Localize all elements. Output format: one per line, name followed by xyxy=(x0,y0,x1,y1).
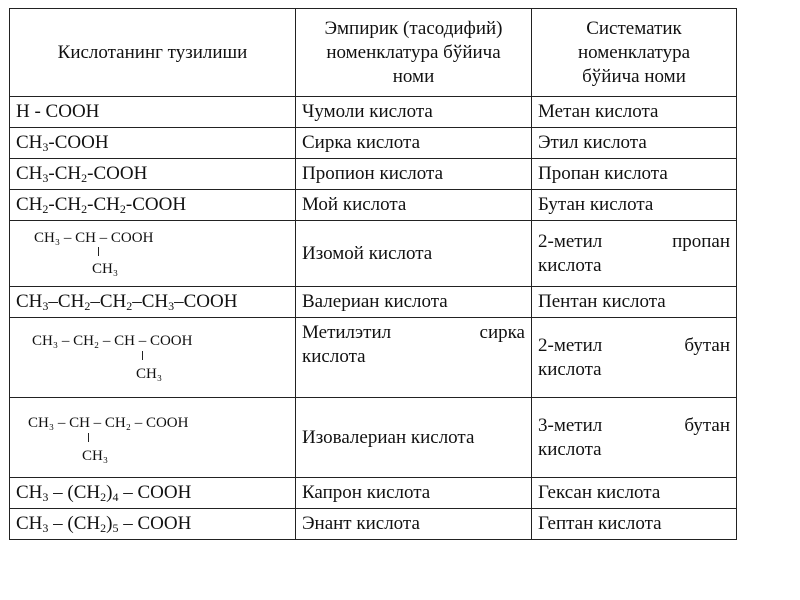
empirical-name-cell: Изовалериан кислота xyxy=(296,398,532,478)
acids-table xyxy=(9,8,737,540)
systematic-name-cell: Метан кислота xyxy=(532,97,737,128)
structure-branch: CH₃ xyxy=(92,260,119,277)
table-row xyxy=(10,509,737,540)
systematic-name-cell: Этил кислота xyxy=(532,128,737,159)
systematic-name-cell: Пропан кислота xyxy=(532,159,737,190)
structure-main-chain: CH₃ – CH₂ – CH – COOH xyxy=(32,332,193,349)
table-row xyxy=(10,287,737,318)
table-row xyxy=(10,318,737,398)
systematic-name-cell: Гептан кислота xyxy=(532,509,737,540)
structure-cell: $CH_3-CH_2$-COOH xyxy=(10,159,296,190)
structure-cell: $CH_2-CH_2-CH_2$-COOH xyxy=(10,190,296,221)
systematic-name-cell: Пентан кислота xyxy=(532,287,737,318)
structure-main-chain: CH₃ – CH – COOH xyxy=(34,229,154,246)
header-systematic-name: Систематик номенклатура бўйича номи xyxy=(532,9,737,97)
structure-cell xyxy=(10,318,296,398)
structure-cell: $CH_3 - (CH_2)_5$ – COOH xyxy=(10,509,296,540)
branch-bond xyxy=(142,351,143,360)
structure-cell xyxy=(10,398,296,478)
table-row xyxy=(10,97,737,128)
structure-cell: $CH_3$-COOH xyxy=(10,128,296,159)
table-row xyxy=(10,190,737,221)
empirical-name-cell: Сирка кислота xyxy=(296,128,532,159)
structure-branch: CH₃ xyxy=(136,365,163,382)
empirical-name-cell: Пропион кислота xyxy=(296,159,532,190)
systematic-name-cell: Гексан кислота xyxy=(532,478,737,509)
table-header-row xyxy=(10,9,737,97)
structure-cell xyxy=(10,221,296,287)
structure-branch: CH₃ xyxy=(82,447,109,464)
header-empirical-name: Эмпирик (тасодифий) номенклатура бўйича номи xyxy=(296,9,532,97)
structure-cell: H - COOH xyxy=(10,97,296,128)
empirical-name-cell: Изомой кислота xyxy=(296,221,532,287)
empirical-name-cell: Энант кислота xyxy=(296,509,532,540)
structure-cell: $CH_3-CH_2-CH_2-CH_3$–COOH xyxy=(10,287,296,318)
branch-bond xyxy=(98,247,99,256)
table-row xyxy=(10,398,737,478)
empirical-name-cell: Валериан кислота xyxy=(296,287,532,318)
systematic-name-cell: 2-метил бутан кислота xyxy=(532,318,737,398)
empirical-name-cell: Капрон кислота xyxy=(296,478,532,509)
systematic-name-cell: 2-метил пропан кислота xyxy=(532,221,737,287)
empirical-name-cell: Метилэтил сирка кислота xyxy=(296,318,532,398)
structure-main-chain: CH₃ – CH – CH₂ – COOH xyxy=(28,414,189,431)
empirical-name-cell: Мой кислота xyxy=(296,190,532,221)
table-row xyxy=(10,221,737,287)
branch-bond xyxy=(88,433,89,442)
empirical-name-cell: Чумоли кислота xyxy=(296,97,532,128)
structure-cell: $CH_3 - (CH_2)_4$ – COOH xyxy=(10,478,296,509)
table-row xyxy=(10,128,737,159)
table-row xyxy=(10,478,737,509)
systematic-name-cell: Бутан кислота xyxy=(532,190,737,221)
systematic-name-cell: 3-метил бутан кислота xyxy=(532,398,737,478)
header-structure: Кислотанинг тузилиши xyxy=(10,9,296,97)
table-row xyxy=(10,159,737,190)
